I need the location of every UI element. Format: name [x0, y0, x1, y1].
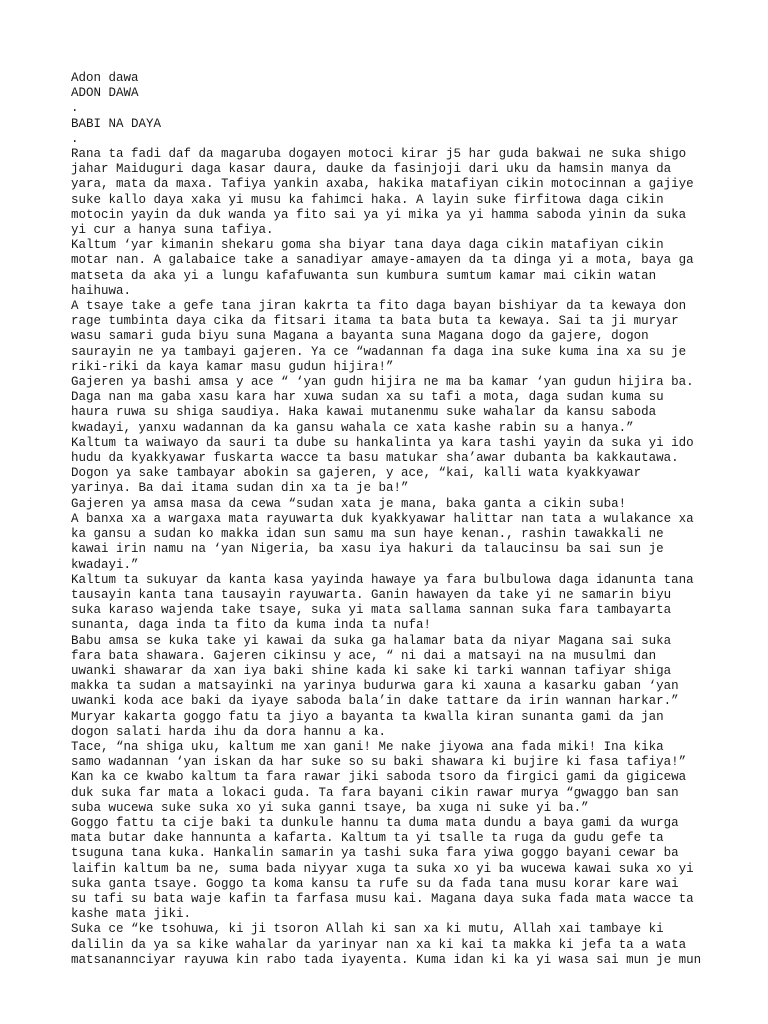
text-line: kashe mata jiki. — [71, 907, 192, 922]
text-line: duk suka far mata a lokaci guda. Ta fara bayani cikin rawar murya “gwaggo ban san — [71, 785, 679, 800]
text-line: dogon salati harda ihu da dora hannu a ka. — [71, 724, 387, 739]
text-line: samo wadannan ‘yan iskan da har suke so su baki shawara ki bujire ki fasa tafiya!” — [71, 755, 687, 770]
text-line: matseta da aka yi a lungu kafafuwanta sun kumbura sumtum kamar mai cikin watan — [71, 268, 657, 283]
text-line: Tace, “na shiga uku, kaltum me xan gani! Me nake jiyowa ana fada miki! Ina kika — [71, 739, 664, 754]
text-line: makka ta sudan a matsayinki na yarinya budurwa gara ki xauna a kasarku gaban ‘yan — [71, 679, 679, 694]
text-line: suba wucewa suke suka xo yi suka ganni tsaye, ba xuga ni suke yi ba.” — [71, 800, 589, 815]
text-line: ADON DAWA — [71, 86, 139, 101]
text-line: uwanki shawarar da xan iya baki shine kada ki sake ki tarki wannan tafiyar shiga — [71, 663, 672, 678]
text-line: yi cur a hanya suna tafiya. — [71, 223, 274, 238]
document-body — [71, 71, 711, 968]
text-line: Kaltum ta sukuyar da kanta kasa yayinda hawaye ya fara bulbulowa daga idanunta tana — [71, 572, 694, 587]
text-line: Babu amsa se kuka take yi kawai da suka ga halamar bata da niyar Magana sai suka — [71, 633, 672, 648]
text-line: fara bata shawara. Gajeren cikinsu y ace, “ ni dai a matsayi na na musulmi dan — [71, 648, 657, 663]
text-line: yarinya. Ba dai itama sudan din xa ta je ba!” — [71, 481, 409, 496]
text-line: jahar Maiduguri daga kasar daura, dauke da fasinjoji dari uku da hamsin manya da — [71, 162, 672, 177]
text-line: rage tumbinta daya cika da fitsari itama ta bata buta ta kewaya. Sai ta ji muryar — [71, 314, 679, 329]
text-line: matsanannciyar rayuwa kin rabo tada iyayenta. Kuma idan ki ka yi wasa sai mun je mun — [71, 952, 702, 967]
text-line: motar nan. A galabaice take a sanadiyar amaye-amayen da ta dinga yi a mota, baya ga — [71, 253, 694, 268]
text-line: Kaltum ta waiwayo da sauri ta dube su hankalinta ya kara tashi yayin da suka yi ido — [71, 435, 694, 450]
text-line: Rana ta fadi daf da magaruba dogayen motoci kirar j5 har guda bakwai ne suka shigo — [71, 147, 687, 162]
text-line: motocin yayin da duk wanda ya fito sai ya yi mika ya yi hamma saboda yinin da suka — [71, 207, 687, 222]
text-line: ka gansu a sudan ko makka idan sun samu ma sun haye kenan., rashin tawakkali ne — [71, 527, 664, 542]
text-line: tsuguna tana kuka. Hankalin samarin ya tashi suka fara yiwa goggo bayani cewar ba — [71, 846, 679, 861]
text-line: . — [71, 131, 79, 146]
text-line: haura ruwa su shiga saudiya. Haka kawai mutanenmu suke wahalar da kansu saboda — [71, 405, 657, 420]
text-line: hudu da kyakkyawar fuskarta wacce ta basu matukar sha’awar dubanta ba kakkautawa. — [71, 451, 679, 466]
text-line: Kan ka ce kwabo kaltum ta fara rawar jiki saboda tsoro da firgici gami da gigicewa — [71, 770, 687, 785]
text-line: wasu samari guda biyu suna Magana a bayanta suna Magana dogo da gajere, dogon — [71, 329, 649, 344]
text-line: Dogon ya sake tambayar abokin sa gajeren, y ace, “kai, kalli wata kyakkyawar — [71, 466, 642, 481]
text-line: Goggo fattu ta cije baki ta dunkule hannu ta duma mata dundu a baya gami da wurga — [71, 815, 679, 830]
text-line: yara, mata da maxa. Tafiya yankin axaba, hakika matafiyan cikin motocinnan a gajiye — [71, 177, 694, 192]
text-line: laifin kaltum ba ne, suma bada niyyar xuga ta suka xo yi ba wucewa kawai suka xo yi — [71, 861, 694, 876]
text-line: suka karaso wajenda take tsaye, suka yi mata sallama sannan suka fara tambayarta — [71, 603, 672, 618]
text-line: su tafi su bata waje kafin ta farfasa musu kai. Magana daya suka fada mata wacce ta — [71, 891, 694, 906]
text-line: kwadayi, yanxu wadannan da ka gansu wahala ce xata kashe rabin su a hanya.” — [71, 420, 634, 435]
text-line: suka ganta tsaye. Goggo ta koma kansu ta rufe su da fada tana musu korar kare wai — [71, 876, 679, 891]
text-line: mata butar dake hannunta a kafarta. Kaltum ta yi tsalle ta ruga da gudu gefe ta — [71, 831, 664, 846]
text-line: uwanki koda ace baki da iyaye saboda bala’in dake tattare da irin wannan harkar.” — [71, 694, 679, 709]
text-line: kwadayi.” — [71, 557, 139, 572]
text-line: BABI NA DAYA — [71, 116, 162, 131]
text-line: A tsaye take a gefe tana jiran kakrta ta fito daga bayan bishiyar da ta kewaya don — [71, 299, 687, 314]
text-line: kawai irin namu na ‘yan Nigeria, ba xasu iya hakuri da talaucinsu ba sai sun je — [71, 542, 664, 557]
text-line: haihuwa. — [71, 283, 132, 298]
text-line: dalilin da ya sa kike wahalar da yarinyar nan xa ki kai ta makka ki jefa ta a wata — [71, 937, 687, 952]
text-line: Gajeren ya amsa masa da cewa “sudan xata je mana, baka ganta a cikin suba! — [71, 496, 627, 511]
text-line: Daga nan ma gaba xasu kara har xuwa sudan xa su tafi a mota, daga sudan kuma su — [71, 390, 664, 405]
text-line: suke kallo daya xaka yi musu ka fahimci haka. A layin suke firfitowa daga cikin — [71, 192, 664, 207]
text-line: Muryar kakarta goggo fatu ta jiyo a bayanta ta kwalla kiran sunanta gami da jan — [71, 709, 664, 724]
text-line: . — [71, 101, 79, 116]
text-line: sunanta, daga inda ta fito da kuma inda ta nufa! — [71, 618, 432, 633]
text-line: Kaltum ‘yar kimanin shekaru goma sha biyar tana daya daga cikin matafiyan cikin — [71, 238, 664, 253]
text-line: Gajeren ya bashi amsa y ace “ ‘yan gudn hijira ne ma ba kamar ‘yan gudun hijira ba. — [71, 375, 694, 390]
text-line: Adon dawa — [71, 71, 139, 85]
text-line: saurayin ne ya tambayi gajeren. Ya ce “wadannan fa daga ina suke kuma ina xa su je — [71, 344, 687, 359]
text-line: tausayin kanta tana tausayin rayuwarta. Ganin hawayen da take yi ne samarin biyu — [71, 587, 672, 602]
text-line: riki-riki da kaya kamar masu gudun hijira!” — [71, 359, 394, 374]
text-line: A banxa xa a wargaxa mata rayuwarta duk kyakkyawar halittar nan tata a wulakance xa — [71, 511, 694, 526]
text-line: Suka ce “ke tsohuwa, ki ji tsoron Allah ki san xa ki mutu, Allah xai tambaye ki — [71, 922, 664, 937]
